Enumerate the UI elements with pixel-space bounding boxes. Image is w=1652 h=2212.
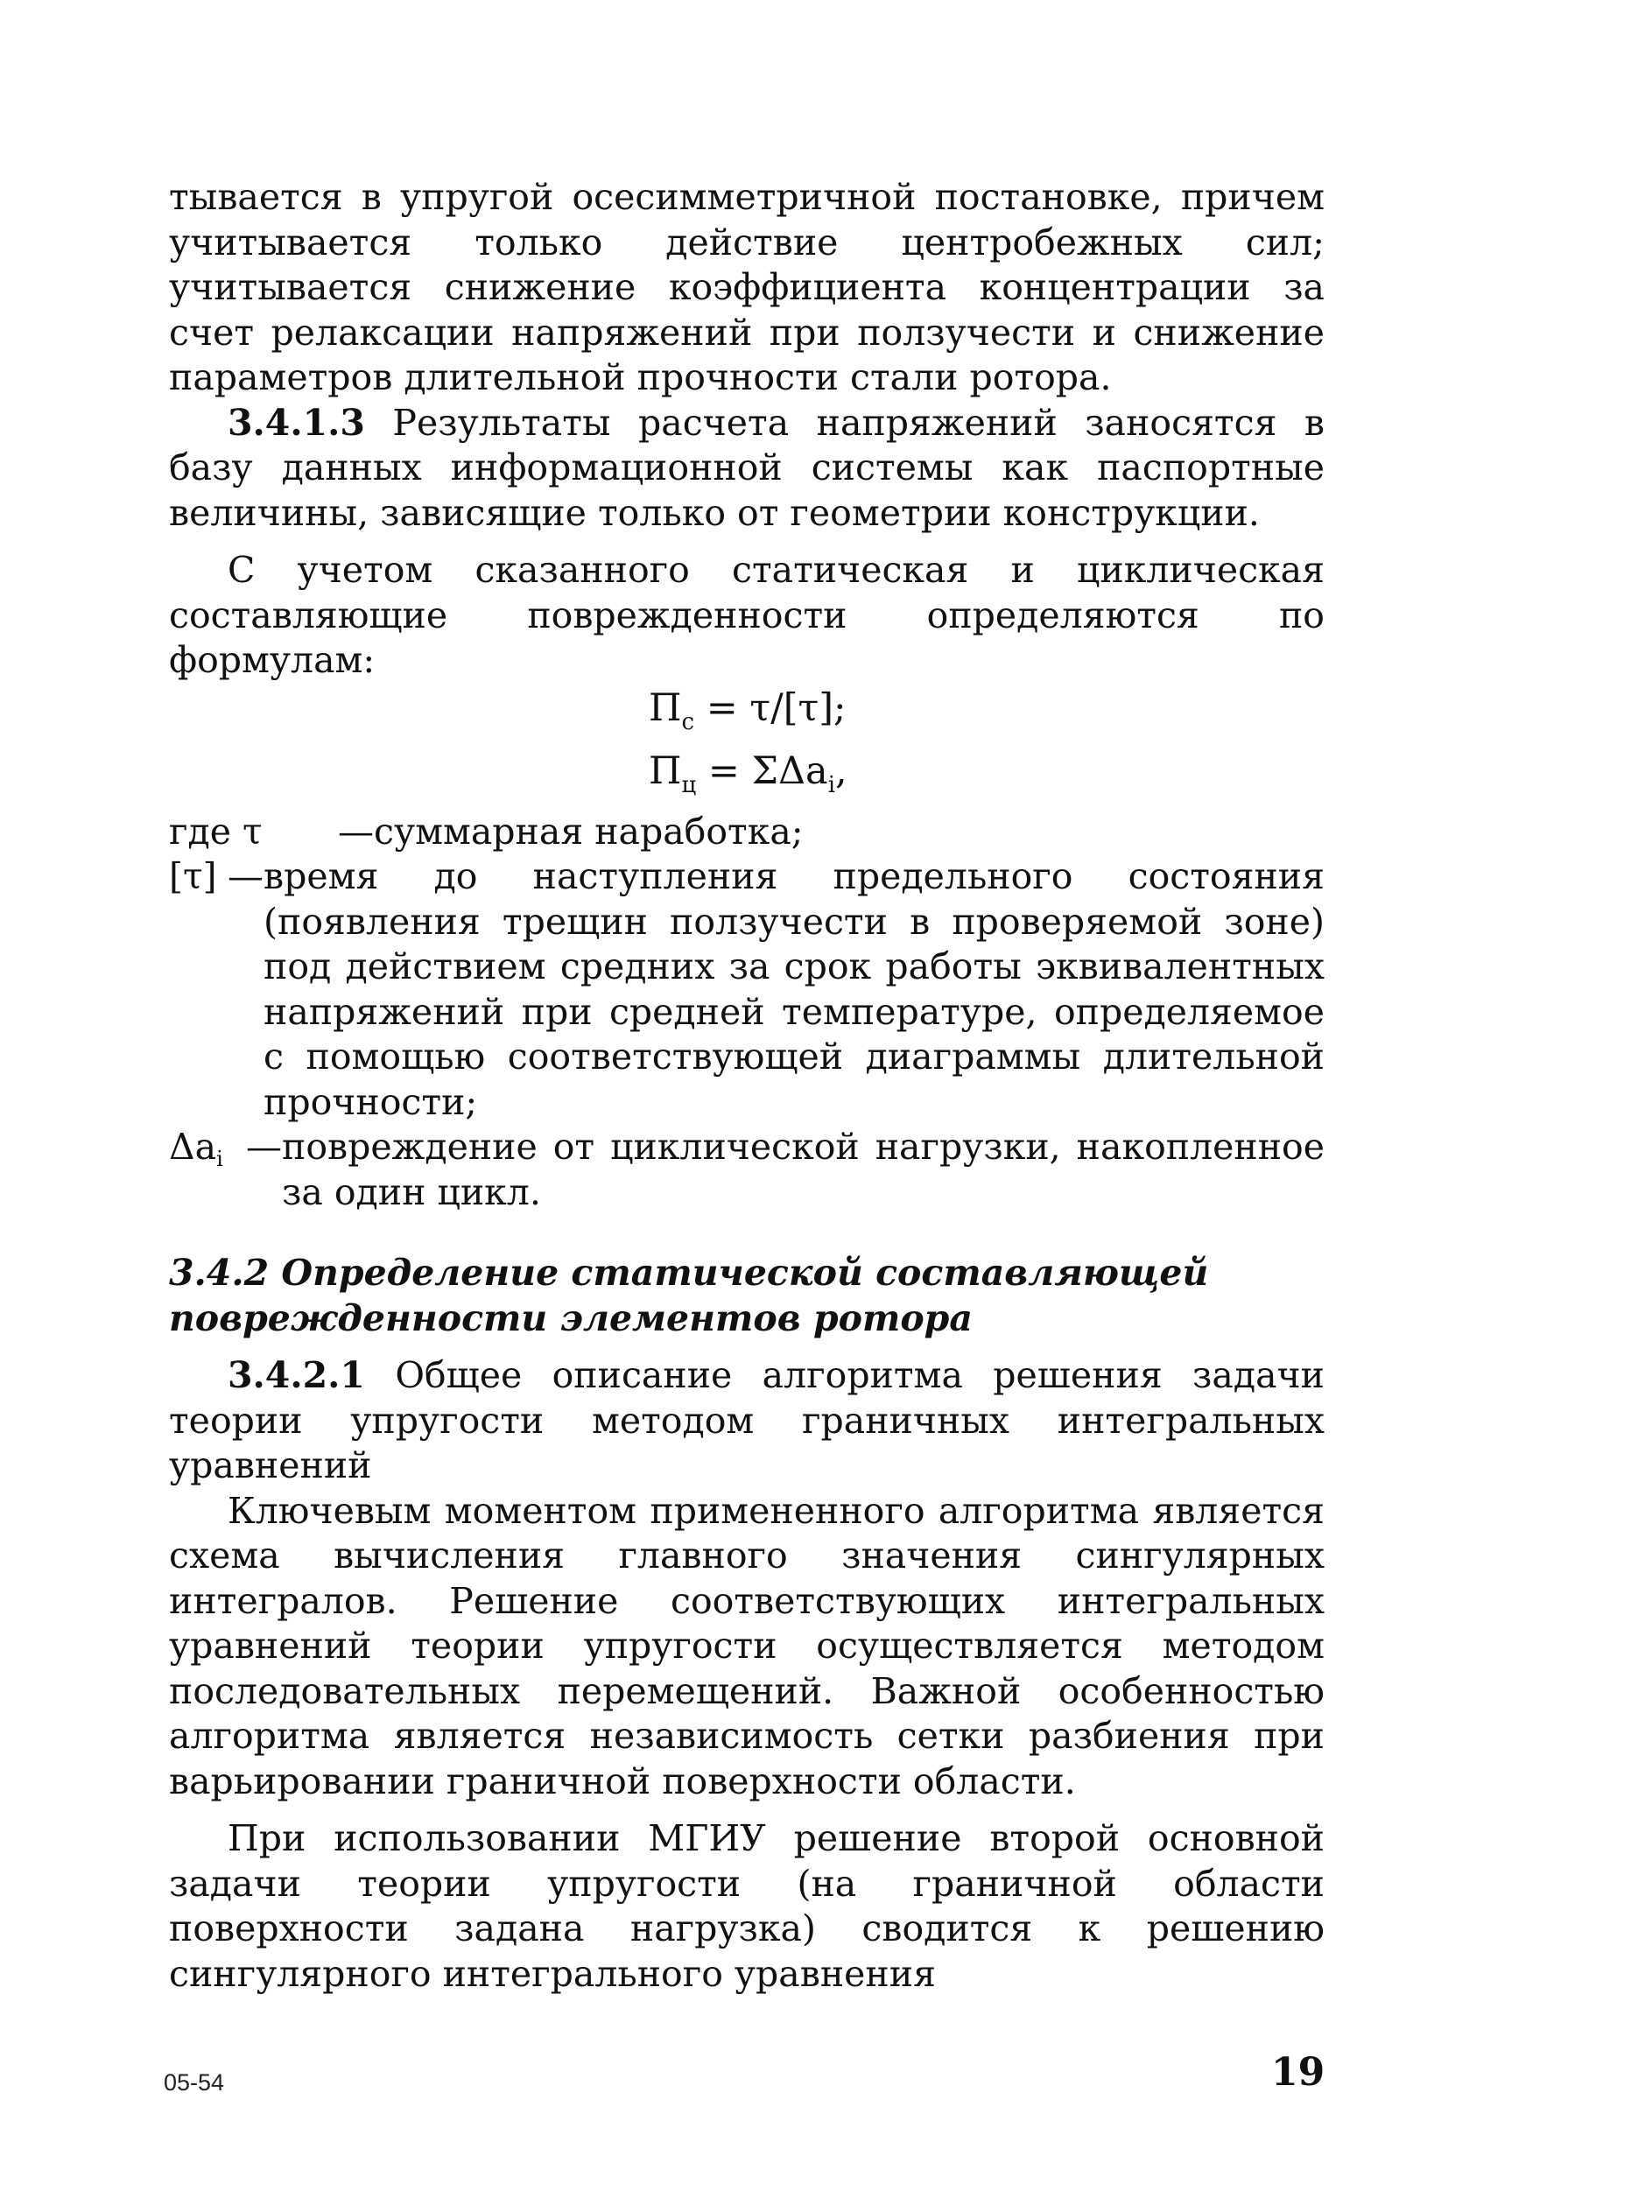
clause-number: 3.4.2.1 [228,1354,365,1396]
formula-punctuation: , [835,748,847,793]
formula-expression: = ΣΔa [696,748,828,793]
page-content [169,175,1325,1997]
paragraph-mgiu: При использовании МГИУ решение второй основной задачи теории упругости (на граничной области поверхности задана нагрузка) сводится к решению сингулярного интегрального уравнения [169,1817,1325,1995]
definition-term [169,854,228,900]
section-heading: 3.4.2 Определение статической составляющей поврежденности элементов ротора [169,1252,1209,1339]
definition-text: время до наступления предельного состояния (появления трещин ползучести в проверяемой зоне) под действием средних за срок работы эквивалентных напряжений при средней температуре, определяемое с помощью соответствующей диаграммы длительной прочности; [264,855,1325,1123]
formula-index: i [827,771,836,798]
definition-text: суммарная наработка; [374,810,804,853]
definitions-list [169,810,1325,1216]
term-subscript: i [216,1147,223,1171]
clause-text: Результаты расчета напряжений заносятся в базу данных информационной системы как паспортные величины, зависящие только от геометрии конструкции. [169,401,1325,534]
definition-total-operating-time [169,810,1325,855]
paragraph-continuation: тывается в упругой осесимметричной постановке, причем учитывается только действие центробежных сил; учитывается снижение коэффициента концентрации за счет релаксации напряжений при ползучести и снижение параметров длительной прочности стали ротора. [169,176,1325,398]
term-symbol: τ [243,810,263,853]
formula-symbol: П [649,748,682,793]
formula-subscript: ц [681,771,697,798]
term-symbol: Δa [169,1126,217,1168]
clause-number: 3.4.1.3 [228,401,365,444]
paragraph-3-4-1-3 [169,401,1325,537]
where-word: где [169,810,231,853]
definition-term [169,810,338,855]
definition-term [169,1125,246,1183]
definition-cycle-damage [169,1125,1325,1215]
formula-expression: = τ/[τ]; [694,685,847,730]
formula-cyclic-damage [169,747,1325,810]
formula-static-damage [169,684,1325,747]
formula-subscript: с [681,708,695,735]
term-symbol: [τ] [169,855,217,897]
definition-text: повреждение от циклической нагрузки, накопленное за один цикл. [282,1126,1325,1213]
paragraph-3-4-2-1 [169,1353,1325,1489]
paragraph-formula-intro: С учетом сказанного статическая и циклическая составляющие поврежденности определяются по формулам: [169,549,1325,681]
page-number: 19 [1271,2050,1325,2095]
definition-dash: — [228,855,264,897]
definition-dash: — [246,1126,282,1168]
definition-dash: — [338,810,374,853]
clause-text: Общее описание алгоритма решения задачи теории упругости методом граничных интегральных уравнений [169,1354,1325,1486]
paragraph-algorithm-description: Ключевым моментом примененного алгоритма является схема вычисления главного значения сингулярных интегралов. Решение соответствующих интегральных уравнений теории упругости осуществляется методом последовательных перемещений. Важной особенностью алгоритма является независимость сетки разбиения при варьировании граничной поверхности области. [169,1489,1325,1802]
footer-code: 05-54 [164,2069,225,2096]
definition-limit-time [169,854,1325,1125]
formula-symbol: П [649,685,682,730]
